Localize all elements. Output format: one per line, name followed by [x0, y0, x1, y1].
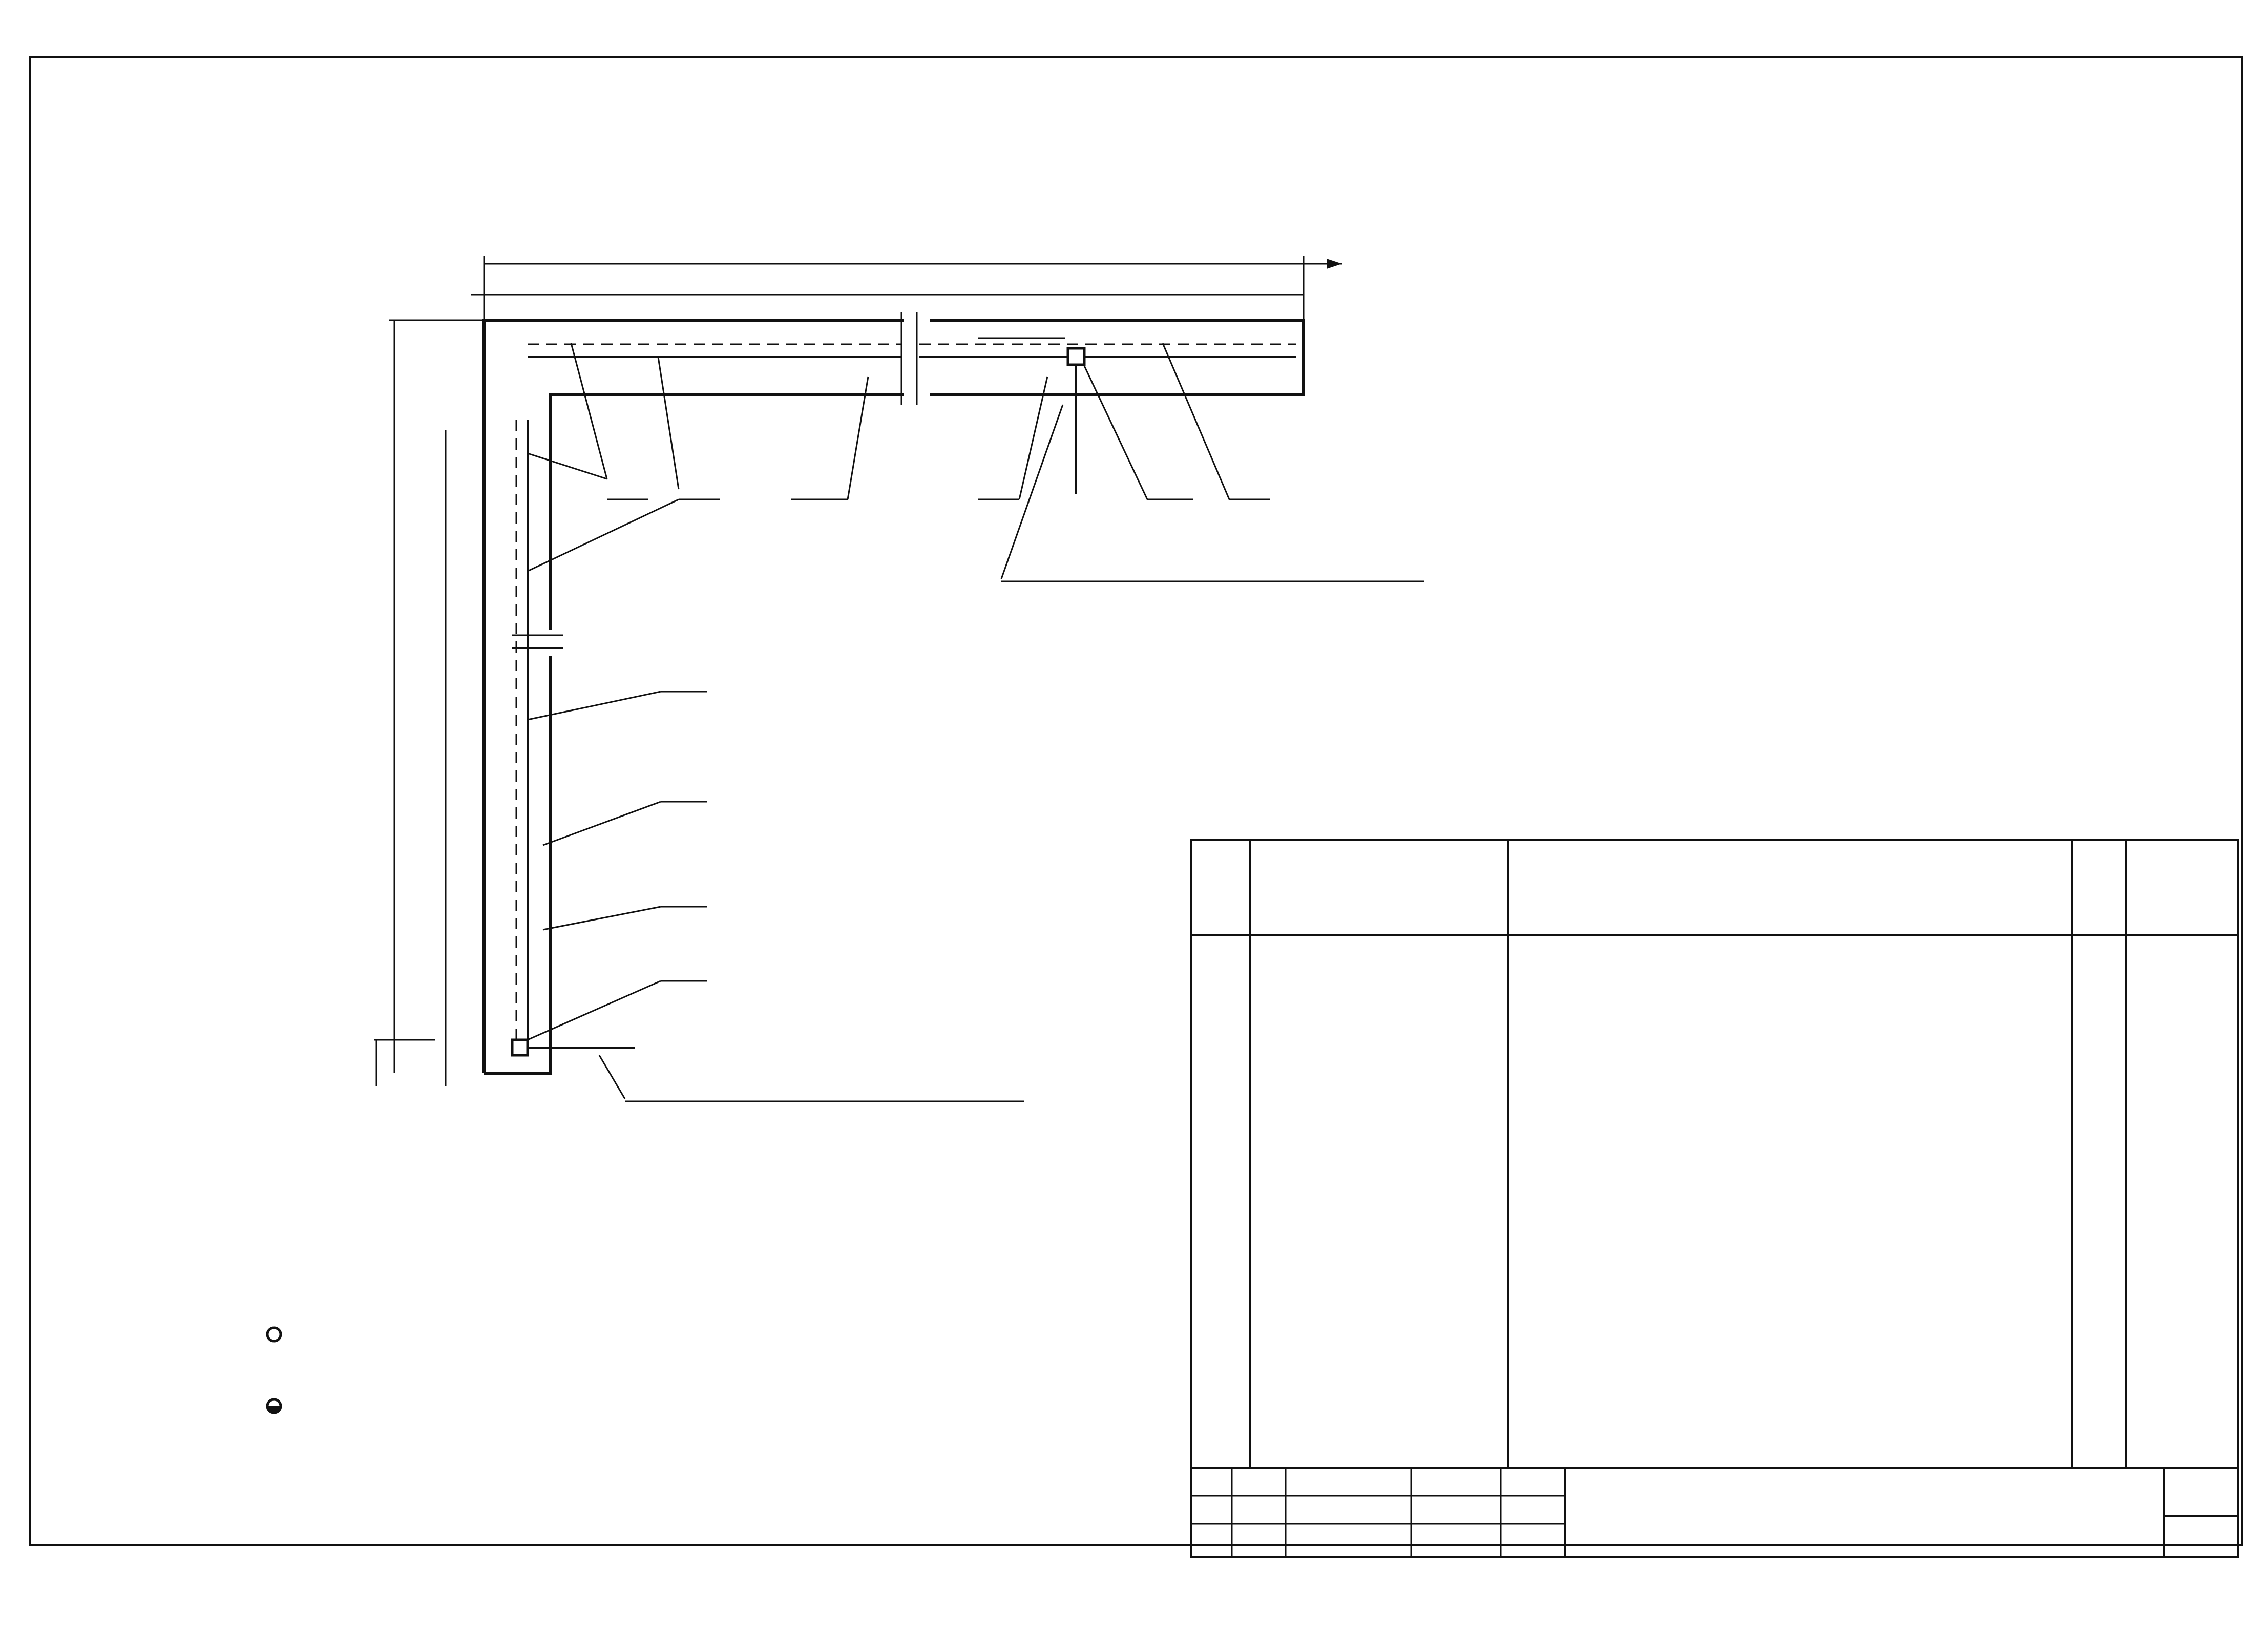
callouts-side — [528, 692, 1024, 1101]
section2-dimensions — [471, 256, 1342, 338]
title-block-border — [1191, 1468, 2238, 1557]
leader-cable-sec1 — [599, 1055, 625, 1099]
legend-u245-icon — [267, 1328, 281, 1341]
section1-dimensions — [374, 320, 484, 1086]
tunnel-outer-wall — [484, 320, 904, 1073]
leader-cable — [1001, 405, 1063, 579]
tunnel-inner-wall-lower — [484, 656, 551, 1073]
legend — [267, 1328, 281, 1413]
callouts-top — [528, 343, 1424, 581]
leader-4s — [543, 907, 661, 930]
total-dim-arrow — [1327, 259, 1342, 269]
feed-box-sec2 — [1068, 348, 1084, 365]
leader-1 — [1163, 343, 1229, 499]
spec-table — [1191, 840, 2238, 1468]
leader-3s — [528, 981, 661, 1040]
tunnel-inner-wall — [551, 394, 904, 630]
leader-6b — [528, 453, 607, 479]
sheet-frame — [30, 57, 2242, 1545]
tunnel-outline — [484, 312, 1304, 1073]
leader-2 — [528, 692, 661, 720]
leader-5s — [543, 802, 661, 845]
leader-7 — [658, 357, 679, 489]
feed-box-sec1 — [512, 1040, 528, 1055]
leader-6 — [571, 343, 607, 479]
leader-3 — [1083, 364, 1147, 499]
title-block — [1191, 1468, 2238, 1557]
